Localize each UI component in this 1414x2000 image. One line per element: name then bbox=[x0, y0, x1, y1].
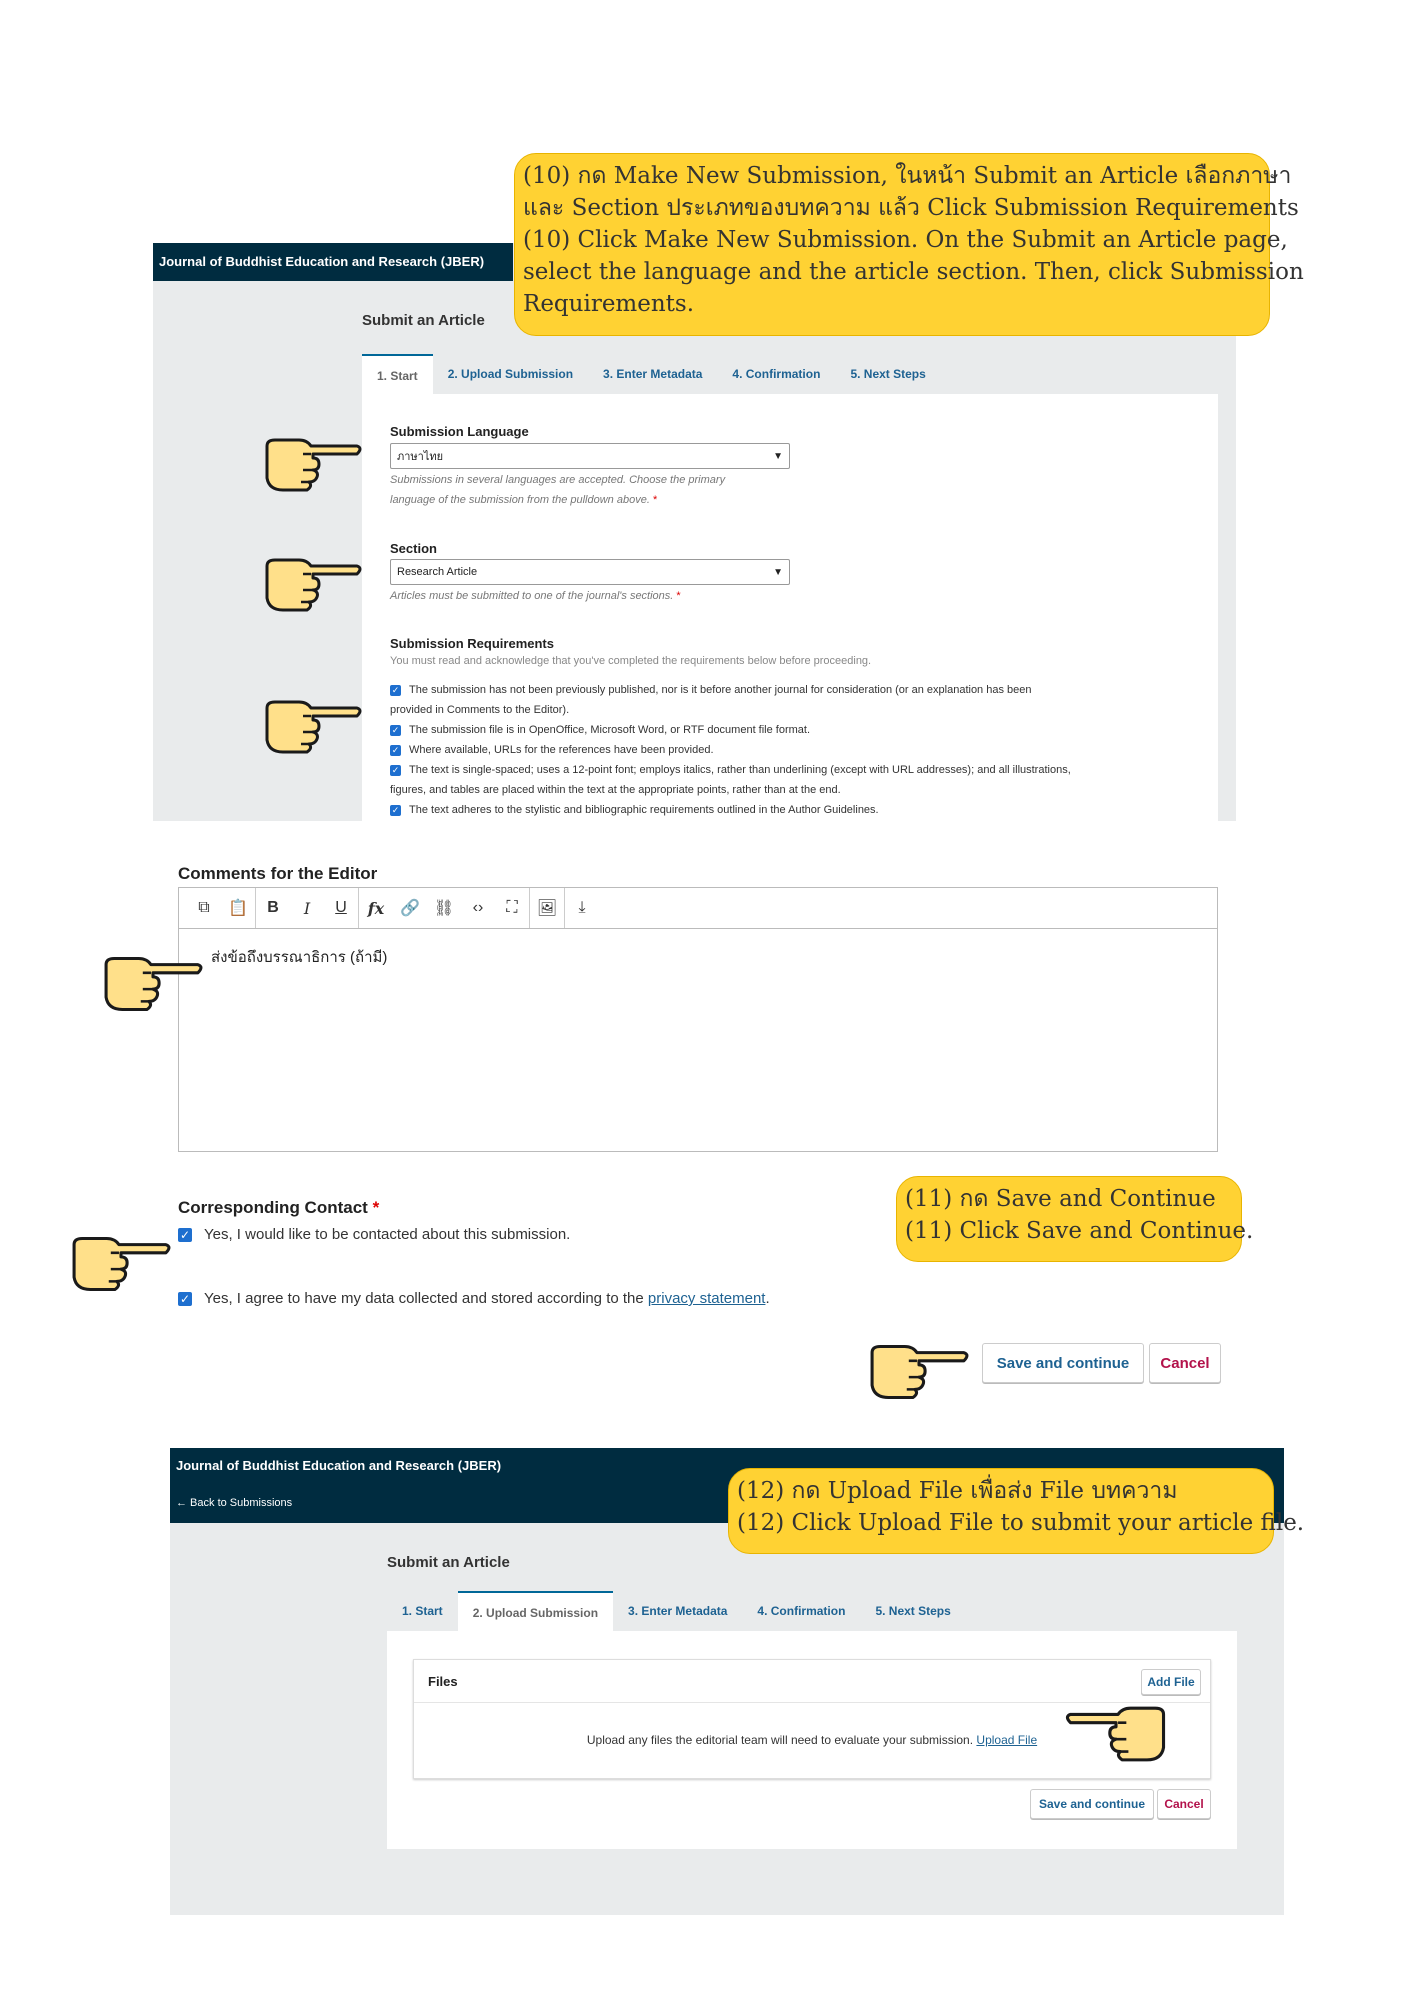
italic-icon[interactable]: I bbox=[303, 898, 311, 918]
tab-next-steps[interactable]: 5. Next Steps bbox=[850, 367, 926, 381]
requirement-item: ✓ The submission file is in OpenOffice, Microsoft Word, or RTF document file format. bbox=[391, 724, 811, 736]
language-help: Submissions in several languages are accepted. Choose the primary language of the submission from the pulldown above. * bbox=[390, 474, 726, 506]
checkbox-checked-icon[interactable]: ✓ bbox=[391, 684, 400, 695]
step-tabs bbox=[387, 1591, 966, 1631]
contact-consent[interactable]: ✓ Yes, I would like to be contacted about this submission. bbox=[179, 1226, 571, 1243]
fullscreen-icon[interactable]: ⛶ bbox=[506, 899, 518, 916]
comments-editor bbox=[178, 887, 1218, 1152]
tab-upload-submission[interactable]: 2. Upload Submission bbox=[458, 1591, 613, 1633]
unlink-icon[interactable]: ⛓ bbox=[433, 900, 455, 917]
checkbox-checked-icon[interactable]: ✓ bbox=[179, 1292, 191, 1307]
pointing-hand-icon bbox=[868, 1340, 970, 1402]
link-icon[interactable]: 🔗 bbox=[400, 900, 420, 917]
comments-content[interactable]: ส่งข้อถึงบรรณาธิการ (ถ้ามี) bbox=[211, 949, 388, 966]
back-to-submissions-link[interactable]: ← Back to Submissions bbox=[176, 1497, 293, 1509]
tab-upload-submission[interactable]: 2. Upload Submission bbox=[447, 367, 574, 381]
comments-label: Comments for the Editor bbox=[178, 864, 378, 883]
tab-enter-metadata[interactable]: 3. Enter Metadata bbox=[603, 367, 703, 381]
callout-step-12: (12) กด Upload File เพื่อส่ง File บทความ (12) Click Upload File to submit your article file. bbox=[728, 1468, 1274, 1554]
image-icon[interactable]: 🖼 bbox=[536, 900, 558, 917]
page-title: Submit an Article bbox=[362, 312, 485, 329]
save-and-continue-button[interactable]: Save and continue bbox=[982, 1343, 1144, 1383]
tab-start[interactable]: 1. Start bbox=[362, 354, 433, 396]
upload-icon[interactable]: ⤓ bbox=[578, 899, 586, 916]
privacy-consent[interactable]: ✓ Yes, I agree to have my data collected and stored according to the privacy statement. bbox=[179, 1290, 770, 1307]
bold-icon[interactable]: B bbox=[267, 899, 279, 916]
callout-step-11: (11) กด Save and Continue (11) Click Save and Continue. bbox=[896, 1176, 1242, 1262]
privacy-statement-link[interactable]: privacy statement bbox=[647, 1290, 766, 1307]
checkbox-checked-icon[interactable]: ✓ bbox=[391, 764, 400, 775]
journal-header: Journal of Buddhist Education and Research (JBER) ← Back to Submissions bbox=[170, 1448, 1284, 1523]
add-file-button[interactable]: Add File bbox=[1141, 1669, 1201, 1695]
pointing-hand-icon bbox=[70, 1232, 172, 1294]
checkbox-checked-icon[interactable]: ✓ bbox=[179, 1228, 191, 1243]
copy-icon[interactable]: ⧉ bbox=[198, 899, 210, 916]
checkbox-checked-icon[interactable]: ✓ bbox=[391, 804, 400, 815]
underline-icon[interactable]: U bbox=[335, 899, 347, 916]
tab-confirmation[interactable]: 4. Confirmation bbox=[757, 1604, 846, 1618]
cancel-button[interactable]: Cancel bbox=[1157, 1789, 1211, 1819]
chevron-down-icon: ▼ bbox=[773, 450, 783, 462]
language-select-value: ภาษาไทย bbox=[397, 451, 444, 463]
callout-step-10: (10) กด Make New Submission, ในหน้า Submit an Article เลือกภาษา และ Section ประเภทของบทความ แล้ว Click Submission Requirements (10) Click Make New Submission. On the Submit an Article page, select the language and the article section. Then, click Submission Requirements. bbox=[514, 153, 1270, 336]
pointing-hand-icon bbox=[263, 554, 363, 614]
requirement-item: ✓ The submission has not been previously published, nor is it before another journal for consideration (or an explanation has been provided in Comments to the Editor). bbox=[390, 684, 1032, 716]
requirement-item: ✓ The text is single-spaced; uses a 12-point font; employs italics, rather than underlining (except with URL addresses); and all illustrations, figures, and tables are placed within the text at the appropriate points, rather than at the end. bbox=[390, 764, 1071, 796]
section-label: Section bbox=[390, 541, 437, 556]
tab-start[interactable]: 1. Start bbox=[402, 1604, 443, 1618]
journal-header: Journal of Buddhist Education and Research (JBER) bbox=[153, 243, 513, 281]
requirements-label: Submission Requirements bbox=[390, 636, 554, 651]
tab-enter-metadata[interactable]: 3. Enter Metadata bbox=[628, 1604, 728, 1618]
chevron-down-icon: ▼ bbox=[773, 566, 783, 578]
cancel-button[interactable]: Cancel bbox=[1149, 1343, 1221, 1383]
language-select[interactable] bbox=[390, 443, 790, 469]
pointing-hand-icon bbox=[263, 434, 363, 494]
formula-icon[interactable]: fx bbox=[367, 898, 385, 918]
paste-icon[interactable]: 📋 bbox=[228, 900, 248, 917]
pointing-hand-icon bbox=[263, 696, 363, 756]
requirement-item: ✓ Where available, URLs for the references have been provided. bbox=[391, 744, 714, 756]
tab-confirmation[interactable]: 4. Confirmation bbox=[732, 367, 821, 381]
files-label: Files bbox=[428, 1674, 458, 1689]
tab-next-steps[interactable]: 5. Next Steps bbox=[875, 1604, 951, 1618]
section-select[interactable] bbox=[390, 559, 790, 585]
language-label: Submission Language bbox=[390, 424, 529, 439]
requirement-item: ✓ The text adheres to the stylistic and bibliographic requirements outlined in the Author Guidelines. bbox=[391, 804, 879, 816]
page-title: Submit an Article bbox=[387, 1554, 510, 1571]
checkbox-checked-icon[interactable]: ✓ bbox=[391, 744, 400, 755]
code-icon[interactable]: ‹› bbox=[472, 899, 484, 916]
upload-file-link[interactable]: Upload File bbox=[976, 1733, 1038, 1747]
section-help: Articles must be submitted to one of the journal's sections. * bbox=[390, 590, 681, 602]
pointing-hand-icon bbox=[1064, 1702, 1168, 1764]
requirements-help: You must read and acknowledge that you've completed the requirements below before proceeding. bbox=[390, 655, 872, 667]
files-empty-message: Upload any files the editorial team will need to evaluate your submission. Upload File bbox=[586, 1733, 1038, 1747]
checkbox-checked-icon[interactable]: ✓ bbox=[391, 724, 400, 735]
save-and-continue-button[interactable]: Save and continue bbox=[1030, 1789, 1154, 1819]
editor-toolbar bbox=[179, 888, 1217, 929]
section-select-value: Research Article bbox=[397, 566, 478, 578]
step-tabs bbox=[362, 354, 941, 394]
contact-label: Corresponding Contact * bbox=[178, 1198, 380, 1217]
pointing-hand-icon bbox=[102, 952, 204, 1014]
requirements-list bbox=[390, 680, 1210, 820]
